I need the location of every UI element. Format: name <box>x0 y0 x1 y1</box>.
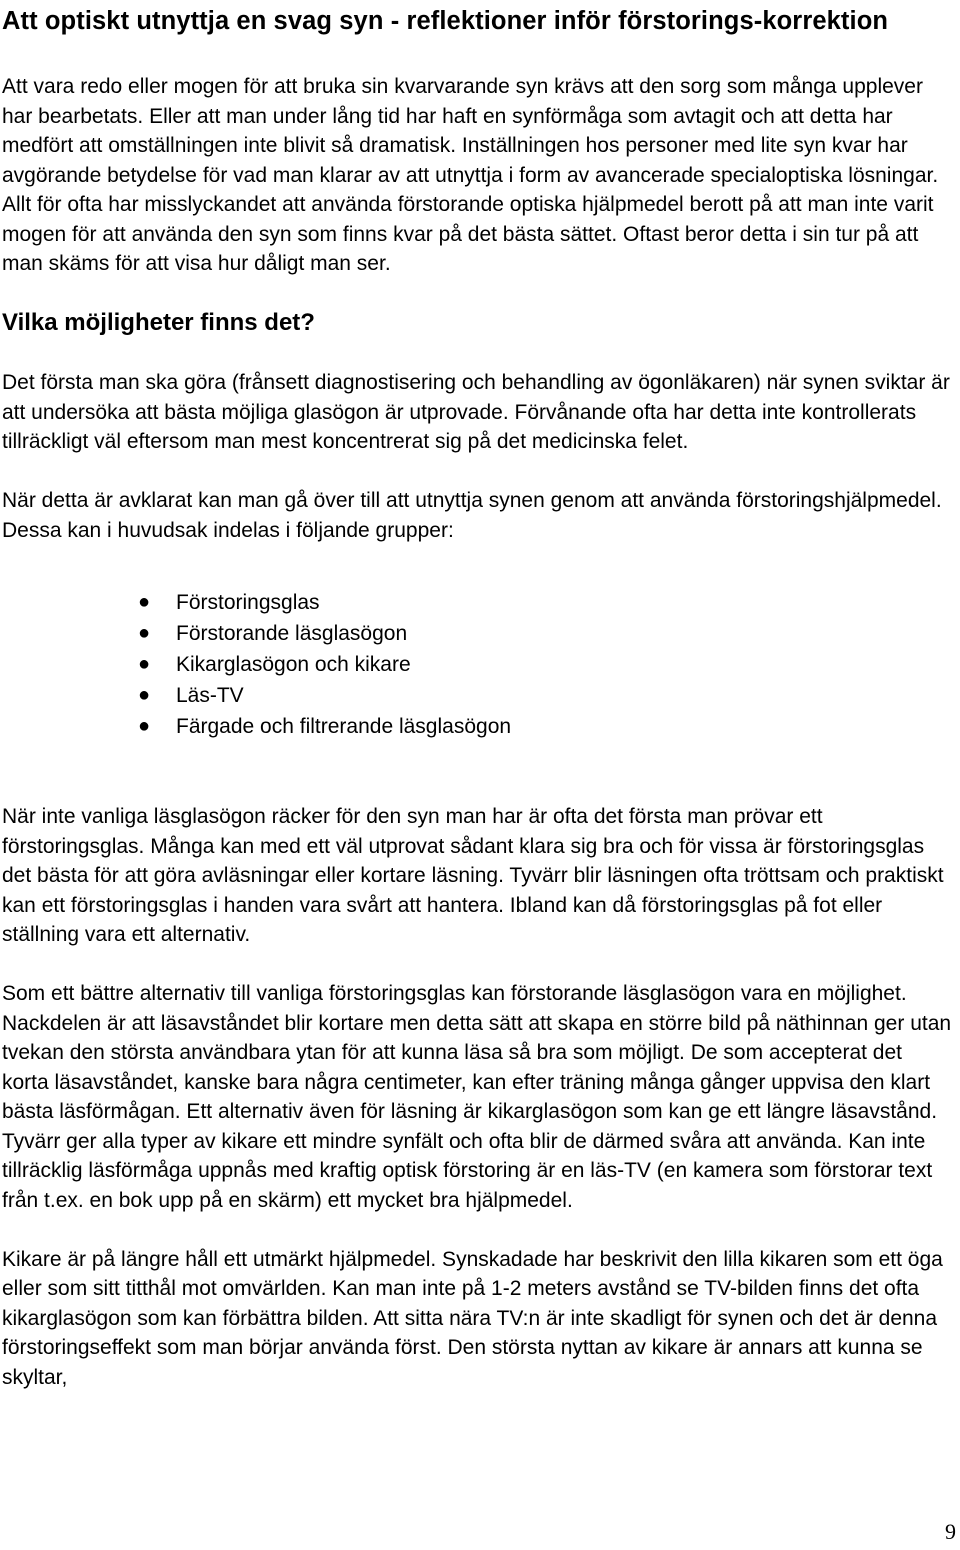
list-item-label: Förstorande läsglasögon <box>176 622 408 645</box>
body-paragraph: Kikare är på längre håll ett utmärkt hjälpmedel. Synskadade har beskrivit den lilla kikaren som ett öga eller som sitt titthål mot omvärlden. Kan man inte på 1-2 meters avstånd se TV-bilden finns det ofta kikarglasögon som kan förbättra bilden. Att sitta nära TV:n är inte skadligt för synen och det är denna förstoringseffekt som man börjar använda först. Den största nyttan av kikare är annars att kunna se skyltar, <box>2 1247 943 1389</box>
section-paragraph: När detta är avklarat kan man gå över till att utnyttja synen genom att använda förstoringshjälpmedel. Dessa kan i huvudsak indelas i följande grupper: <box>2 489 942 542</box>
body-paragraph: Som ett bättre alternativ till vanliga förstoringsglas kan förstorande läsglasögon vara en möjlighet. Nackdelen är att läsavståndet blir kortare men detta sätt att skapa en större bild på näthinnan ger utan tvekan den största användbara ytan för att kunna läsa så bra som möjligt. De som accepterat det korta läsavståndet, kanske bara några centimeter, kan efter träning många gånger uppvisa den klart bästa läsförmågan. Ett alternativ även för läsning är kikarglasögon som kan ge ett längre läsavstånd. Tyvärr ger alla typer av kikare ett mindre synfält och ofta blir de därmed svåra att använda. Kan inte tillräcklig läsförmåga uppnås med kraftig optisk förstoring är en läs-TV (en kamera som förstorar text från t.ex. en bok upp på en skärm) ett mycket bra hjälpmedel. <box>2 982 952 1212</box>
list-item <box>2 680 954 711</box>
section-paragraph: Det första man ska göra (frånsett diagnostisering och behandling av ögonläkaren) när synen sviktar är att undersöka att bästa möjliga glasögon är utprovade. Förvånande ofta har detta inte kontrollerats tillräckligt väl eftersom man mest koncentrerat sig på det medicinska felet. <box>2 371 950 453</box>
bullet-icon: ● <box>138 591 151 613</box>
list-item <box>2 587 954 618</box>
section-heading: Vilka möjligheter finns det? <box>2 309 315 336</box>
intro-paragraph: Att vara redo eller mogen för att bruka sin kvarvarande syn krävs att den sorg som många upplever har bearbetats. Eller att man under lång tid har haft en synförmåga som avtagit och att detta har medfört att omställningen inte blivit så dramatisk. Inställningen hos personer med lite syn kvar har avgörande betydelse för vad man klarar av att utnyttja i form av avancerade specialoptiska lösningar. Allt för ofta har misslyckandet att använda förstorande optiska hjälpmedel berott på att man inte varit mogen för att använda den syn som finns kvar på det bästa sättet. Oftast beror detta i sin tur på att man skäms för att visa hur dåligt man ser. <box>2 75 939 275</box>
document-title: Att optiskt utnyttja en svag syn - reflektioner inför förstorings-korrektion <box>2 7 889 35</box>
bullet-icon: ● <box>138 715 151 737</box>
list-item <box>2 618 954 649</box>
aid-group-list <box>2 587 954 742</box>
list-item <box>2 649 954 680</box>
bullet-icon: ● <box>138 653 151 675</box>
list-item-label: Färgade och filtrerande läsglasögon <box>176 715 512 738</box>
page-content <box>2 6 954 1422</box>
list-item-label: Kikarglasögon och kikare <box>176 653 411 676</box>
bullet-icon: ● <box>138 622 151 644</box>
list-item-label: Förstoringsglas <box>176 591 320 614</box>
list-item-label: Läs-TV <box>176 684 244 707</box>
page-number: 9 <box>945 1519 956 1544</box>
bullet-icon: ● <box>138 684 151 706</box>
body-paragraph: När inte vanliga läsglasögon räcker för den syn man har är ofta det första man prövar ett förstoringsglas. Många kan med ett väl utprovat sådant klara sig bra och för vissa är förstoringsglas det bästa för att göra avläsningar eller kortare läsning. Tyvärr blir läsningen ofta tröttsam och praktiskt kan ett förstoringsglas i handen vara svårt att hantera. Ibland kan då förstoringsglas på fot eller ställning vara ett alternativ. <box>2 805 944 946</box>
list-item <box>2 711 954 742</box>
